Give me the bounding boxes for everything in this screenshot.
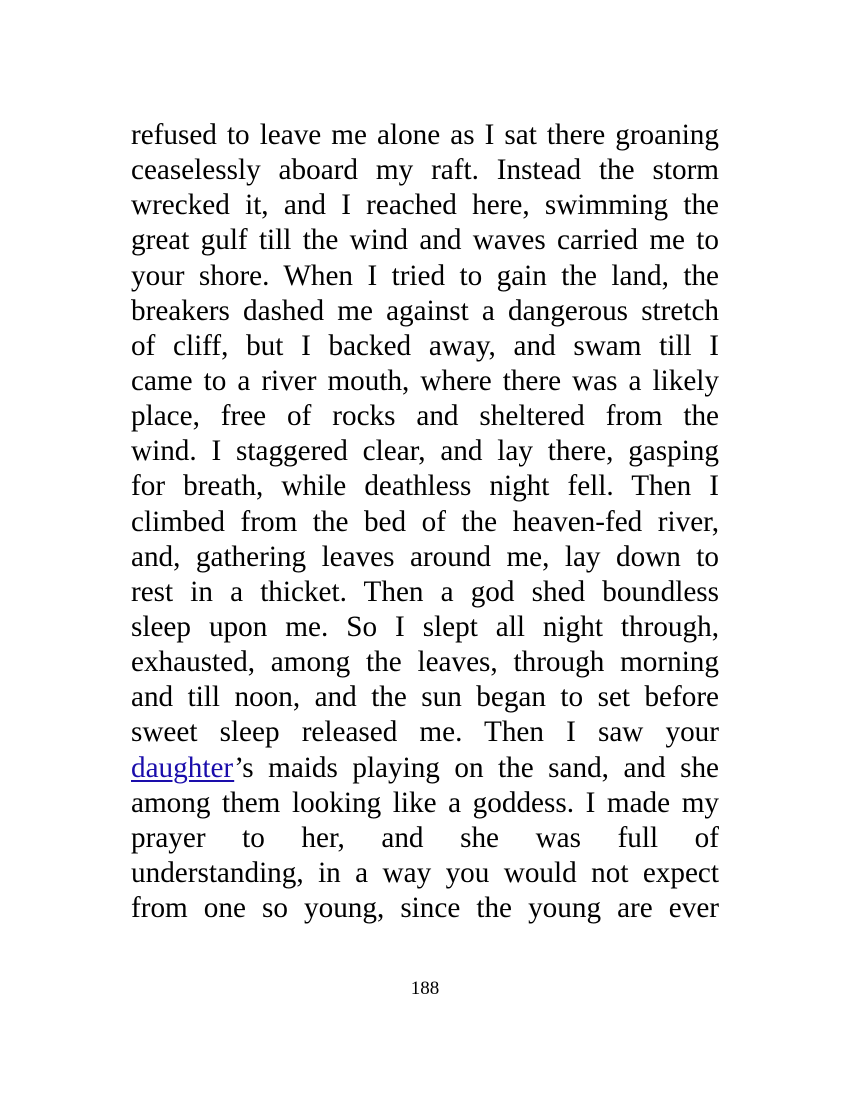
text-line: and till noon, and the sun began to set before <box>131 681 719 714</box>
text-line: among them looking like a goddess. I made my <box>131 786 719 819</box>
text-line: breakers dashed me against a dangerous stretch <box>131 294 719 327</box>
page-number: 188 <box>410 978 440 999</box>
text-line: place, free of rocks and sheltered from the <box>131 400 719 433</box>
text-line: sweet sleep released me. Then I saw your <box>131 716 719 749</box>
text-line: ceaselessly aboard my raft. Instead the storm <box>131 154 719 187</box>
text-line-with-link <box>131 751 719 786</box>
text-line: climbed from the bed of the heaven-fed river, <box>131 505 719 538</box>
text-line: for breath, while deathless night fell. Then I <box>131 470 719 503</box>
text-line: wind. I staggered clear, and lay there, gasping <box>131 435 719 468</box>
text-line: from one so young, since the young are ever <box>131 892 719 925</box>
text-line: your shore. When I tried to gain the land, the <box>131 259 719 292</box>
text-line: prayer to her, and she was full of <box>131 821 719 854</box>
text-line: refused to leave me alone as I sat there groaning <box>131 119 719 151</box>
text-line: sleep upon me. So I slept all night through, <box>131 610 719 643</box>
link-line-remainder: ’s maids playing on the sand, and she <box>234 751 719 784</box>
text-line: great gulf till the wind and waves carried me to <box>131 224 719 257</box>
text-line: understanding, in a way you would not expect <box>131 856 719 889</box>
text-line: rest in a thicket. Then a god shed boundless <box>131 575 719 608</box>
text-line: came to a river mouth, where there was a likely <box>131 364 719 397</box>
text-line: of cliff, but I backed away, and swam till I <box>131 329 719 362</box>
text-line: exhausted, among the leaves, through morning <box>131 646 719 679</box>
body-text <box>131 118 719 926</box>
text-line: wrecked it, and I reached here, swimming the <box>131 189 719 222</box>
daughter-link[interactable]: daughter <box>131 751 235 784</box>
text-line: and, gathering leaves around me, lay down to <box>131 540 719 573</box>
